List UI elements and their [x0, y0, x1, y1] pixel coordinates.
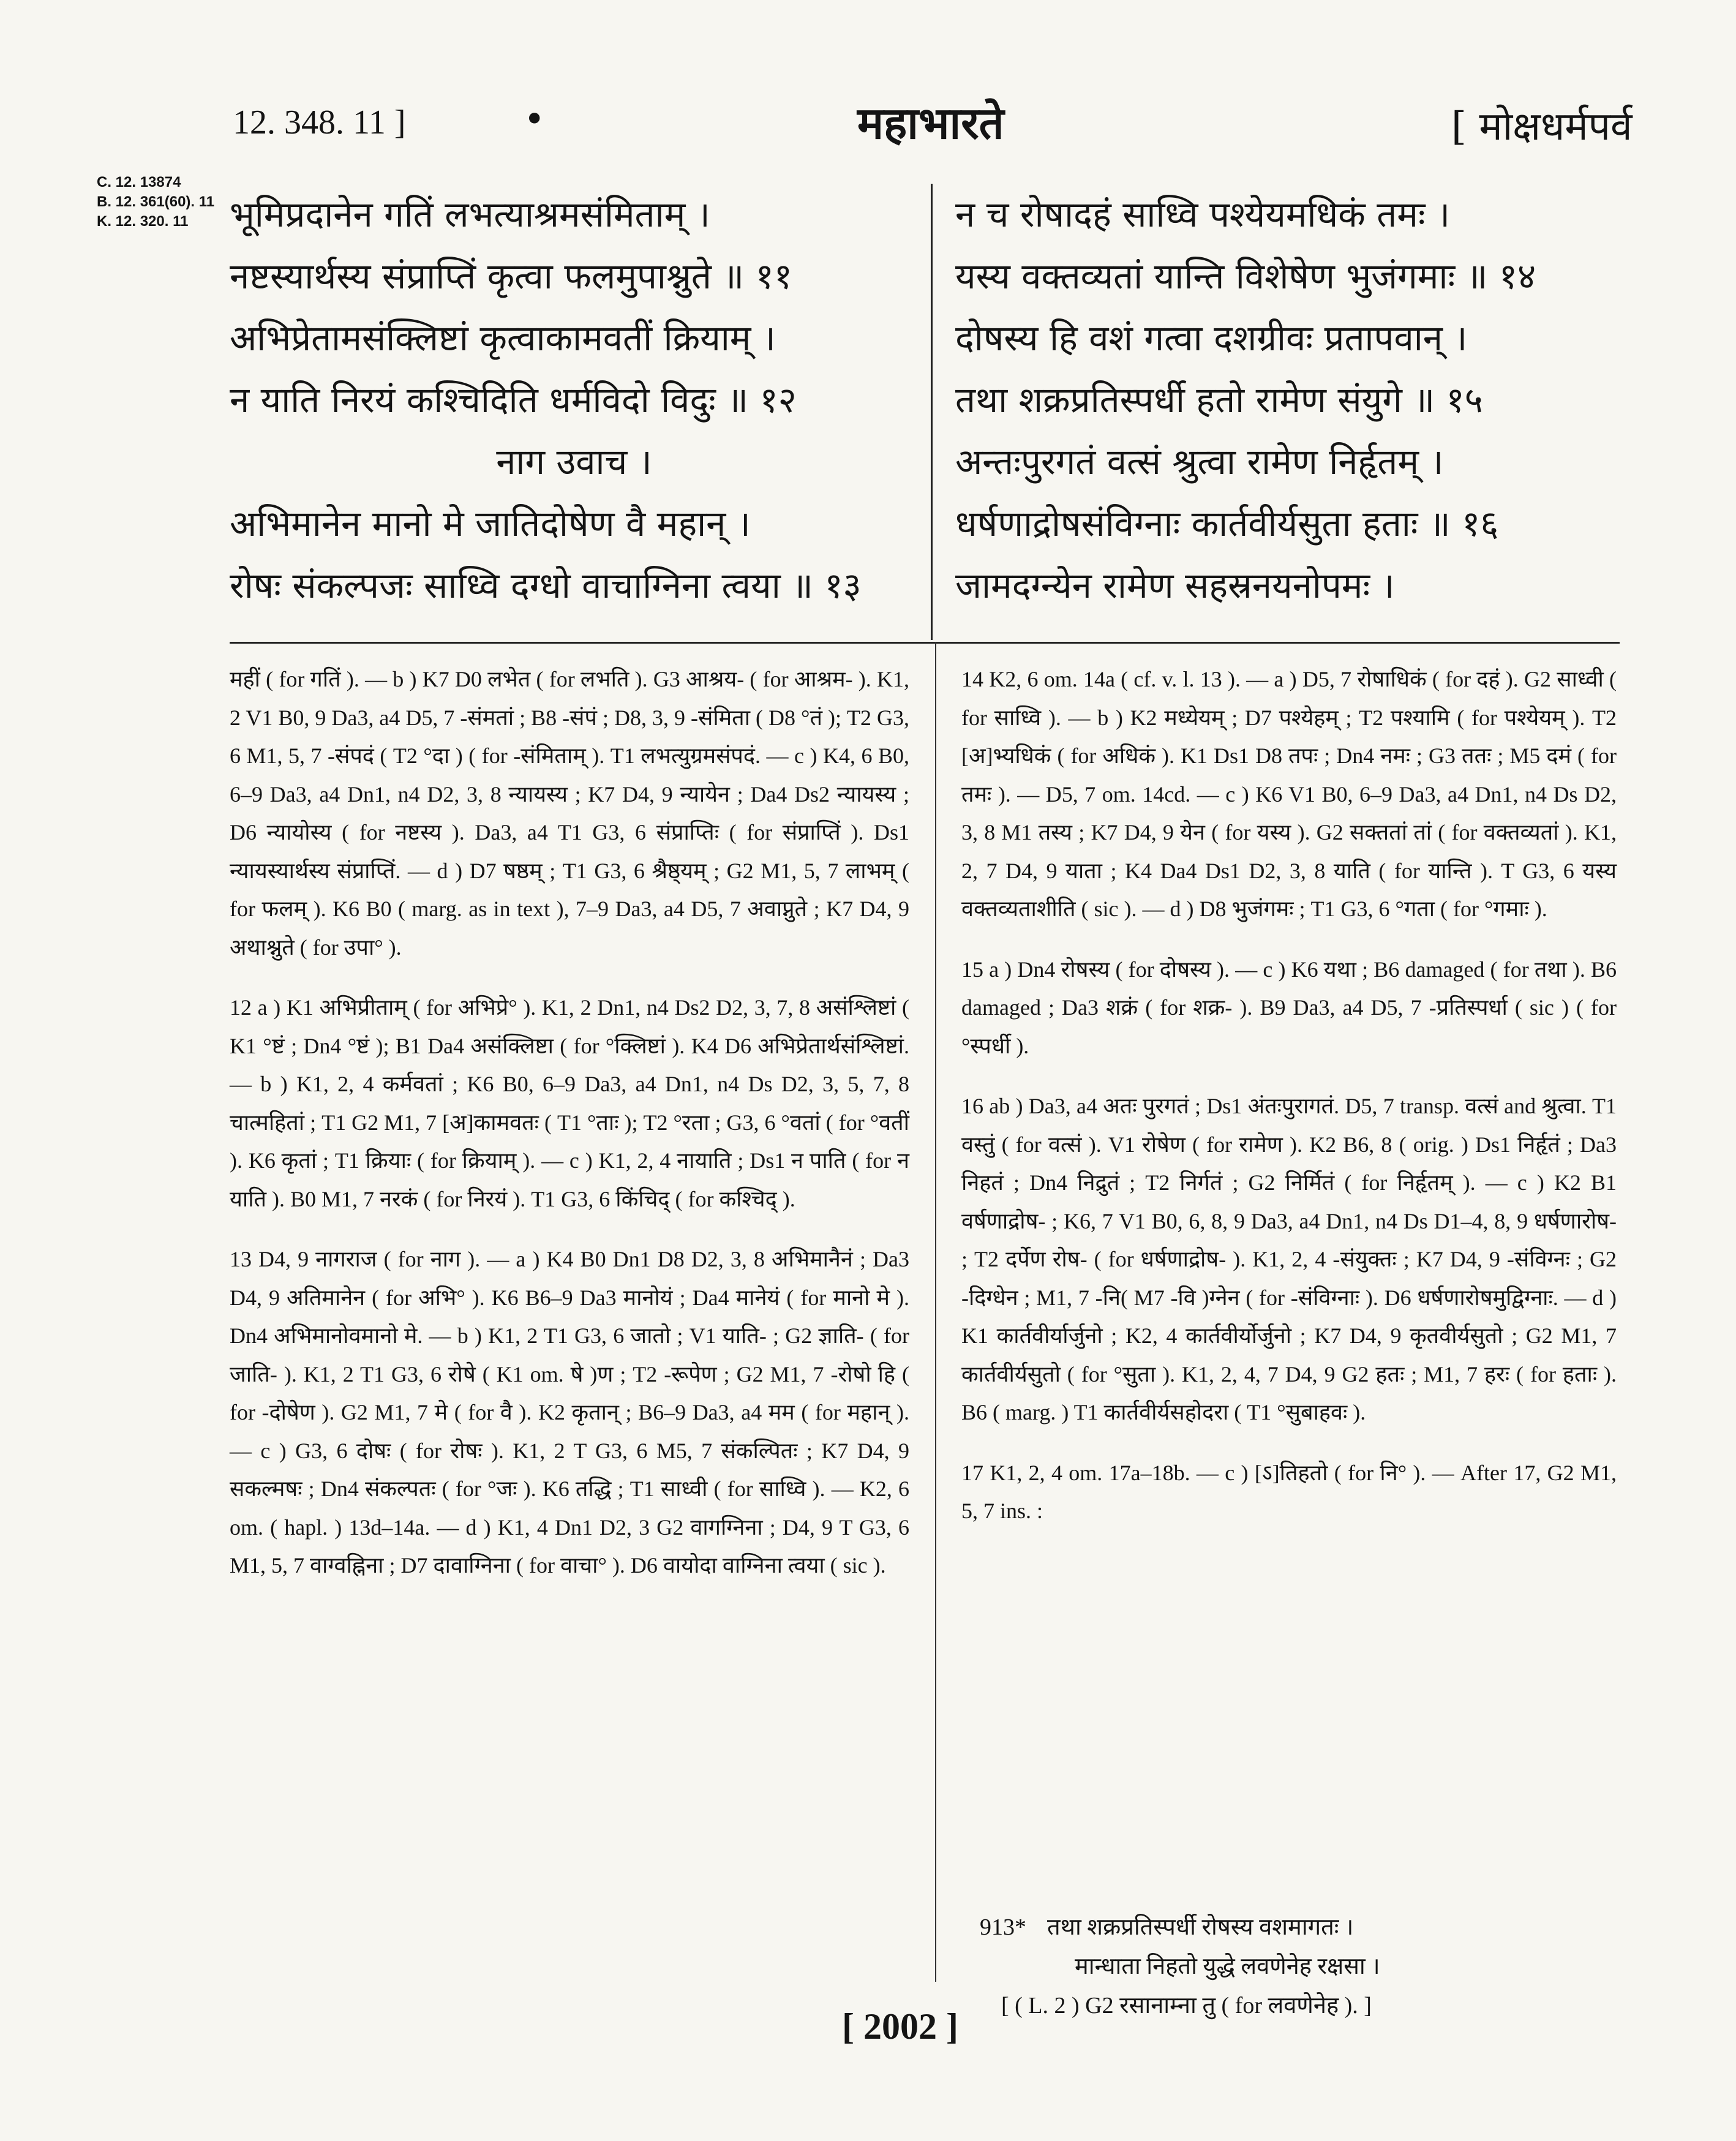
verse-line: तथा शक्रप्रतिस्पर्धी हतो रामेण संयुगे ॥ १५: [955, 379, 1483, 421]
verse-column-left: [230, 184, 919, 617]
header-dot: •: [524, 98, 546, 141]
star-passage-number: 913*: [980, 1914, 1026, 1940]
apparatus-column-divider: [935, 642, 936, 1982]
verse-line: न च रोषादहं साध्वि पश्येयमधिकं तमः ।: [955, 194, 1451, 235]
star-passage-line: मान्धाता निहतो युद्धे लवणेनेह रक्षसा ।: [1075, 1954, 1380, 1979]
apparatus-note: 14 K2, 6 om. 14a ( cf. v. l. 13 ). — a ) D5, 7 रोषाधिकं ( for दहं ). G2 साध्वी ( for साध्वि ). — b ) K2 मध्येयम् ; D7 पश्येहम् ; T2 पश्यामि ( for पश्येयम् ). T2 [अ]भ्यधिकं ( for अधिकं ). K1 Ds1 D8 तपः ; Dn4 नमः ; G3 ततः ; M5 दमं ( for तमः ). — D5, 7 om. 14cd. — c ) K6 V1 B0, 6–9 Da3, a4 Dn1, n4 Ds D2, 3, 8 M1 तस्य ; K7 D4, 9 येन ( for यस्य ). G2 सक्ततां तां ( for वक्तव्यतां ). K1, 2, 7 D4, 9 याता ; K4 Da4 Ds1 D2, 3, 8 याति ( for यान्ति ). T G3, 6 यस्य वक्तव्यताशीति ( sic ). — d ) D8 भुजंगमः ; T1 G3, 6 °गता ( for °गमाः ).: [961, 667, 1617, 921]
apparatus-note: 17 K1, 2, 4 om. 17a–18b. — c ) [ऽ]तिहतो ( for नि° ). — After 17, G2 M1, 5, 7 ins. :: [961, 1460, 1617, 1523]
verse-line: न याति निरयं कश्चिदिति धर्मविदो विदुः ॥ १२: [230, 379, 797, 421]
verse-line: जामदग्न्येन रामेण सहस्रनयनोपमः ।: [955, 565, 1395, 606]
star-passage-variant: [ ( L. 2 ) G2 रसानाम्ना तु ( for लवणेनेह ). ]: [1001, 1993, 1372, 2019]
verse-line: अभिप्रेतामसंक्लिष्टां कृत्वाकामवतीं क्रियाम् ।: [230, 317, 776, 359]
book-title: महाभारते: [857, 97, 1004, 149]
star-passage: [980, 1908, 1617, 2025]
apparatus-rule: [230, 642, 1620, 644]
apparatus-note: 16 ab ) Da3, a4 अतः पुरगतं ; Ds1 अंतःपुरागतं. D5, 7 transp. वत्सं and श्रुत्वा. T1 वस्तुं ( for वत्सं ). V1 रोषेण ( for रामेण ). K2 B6, 8 ( orig. ) Ds1 निर्हृतं ; Da3 निहतं ; Dn4 निद्रुतं ; T2 निर्गतं ; G2 निर्मितं ( for निर्हृतम् ). — c ) K2 B1 वर्षणाद्रोष- ; K6, 7 V1 B0, 6, 8, 9 Da3, a4 Dn1, n4 Ds D1–4, 8, 9 धर्षणारोष- ; T2 दर्पेण रोष- ( for धर्षणाद्रोष- ). K1, 2, 4 -संयुक्तः ; K7 D4, 9 -संविग्नः ; G2 -दिग्धेन ; M1, 7 -नि( M7 -वि )ग्नेन ( for -संविग्नाः ). D6 धर्षणारोषमुद्विग्नाः. — d ) K1 कार्तवीर्यार्जुनो ; K2, 4 कार्तवीर्योर्जुनो ; K7 D4, 9 कृतवीर्यसुतो ; G2 M1, 7 कार्तवीर्यसुतो ( for °सुता ). K1, 2, 4, 7 D4, 9 G2 हतः ; M1, 7 हरः ( for हताः ). B6 ( marg. ) T1 कार्तवीर्यसहोदरा ( T1 °सुबाहवः ).: [961, 1094, 1617, 1424]
verse-line: अभिमानेन मानो मे जातिदोषेण वै महान् ।: [230, 503, 751, 544]
concordance-ref: B. 12. 361(60). 11: [97, 194, 215, 210]
verse-line: नष्टस्यार्थस्य संप्राप्तिं कृत्वा फलमुपाश्नुते ॥ ११: [230, 255, 792, 297]
concordance-refs: [97, 173, 214, 231]
verse-line: दोषस्य हि वशं गत्वा दशग्रीवः प्रतापवान् ।: [955, 317, 1468, 359]
star-passage-line: [980, 1908, 1617, 1947]
apparatus-note: 15 a ) Dn4 रोषस्य ( for दोषस्य ). — c ) K6 यथा ; B6 damaged ( for तथा ). B6 damaged ; Da3 शक्रं ( for शक्र- ). B9 Da3, a4 D5, 7 -प्रतिस्पर्धा ( sic ) ( for °स्पर्धी ).: [961, 957, 1617, 1058]
verse-reference-header: 12. 348. 11 ]: [233, 103, 406, 141]
verse-column-right: [955, 184, 1617, 617]
speaker-heading: नाग उवाच ।: [496, 441, 652, 483]
verse-column-divider: [931, 184, 933, 640]
concordance-ref: C. 12. 13874: [97, 174, 181, 190]
apparatus-note: 12 a ) K1 अभिप्रीताम् ( for अभिप्रे° ). K1, 2 Dn1, n4 Ds2 D2, 3, 7, 8 असंश्लिष्टां ( K1 °ष्टं ; Dn4 °ष्टं ); B1 Da4 असंक्लिष्टा ( for °क्लिष्टां ). K4 D6 अभिप्रेतार्थसंश्लिष्टां. — b ) K1, 2, 4 कर्मवतां ; K6 B0, 6–9 Da3, a4 Dn1, n4 Ds D2, 3, 5, 7, 8 चात्महितां ; T1 G2 M1, 7 [अ]कामवतः ( T1 °ताः ); T2 °रता ; G3, 6 °वतां ( for °वतीं ). K6 कृतां ; T1 क्रियाः ( for क्रियाम् ). — c ) K1, 2, 4 नायाति ; Ds1 न पाति ( for न याति ). B0 M1, 7 नरकं ( for निरयं ). T1 G3, 6 किंचिद् ( for कश्चिद् ).: [230, 995, 909, 1211]
page-number: [ 2002 ]: [842, 2006, 958, 2047]
verse-line: यस्य वक्तव्यतां यान्ति विशेषेण भुजंगमाः ॥ १४: [955, 255, 1536, 297]
verse-line: भूमिप्रदानेन गतिं लभत्याश्रमसंमिताम् ।: [230, 194, 710, 235]
apparatus-column-left: [230, 660, 909, 1607]
apparatus-column-right: [961, 660, 1617, 1552]
parvan-title: [ मोक्षधर्मपर्व: [1451, 104, 1633, 149]
star-passage-text: तथा शक्रप्रतिस्पर्धी रोषस्य वशमागतः ।: [1047, 1914, 1354, 1940]
concordance-ref: K. 12. 320. 11: [97, 213, 189, 230]
verse-line: धर्षणाद्रोषसंविग्नाः कार्तवीर्यसुता हताः ॥ १६: [955, 503, 1499, 544]
apparatus-note: महीं ( for गतिं ). — b ) K7 D0 लभेत ( for लभति ). G3 आश्रय- ( for आश्रम- ). K1, 2 V1 B0, 9 Da3, a4 D5, 7 -संमतां ; B8 -संपं ; D8, 3, 9 -संमिता ( D8 °तं ); T2 G3, 6 M1, 5, 7 -संपदं ( T2 °दा ) ( for -संमिताम् ). T1 लभत्युग्रमसंपदं. — c ) K4, 6 B0, 6–9 Da3, a4 Dn1, n4 D2, 3, 8 न्यायस्य ; K7 D4, 9 न्यायेन ; Da4 Ds2 न्यायस्य ; D6 न्यायोस्य ( for नष्टस्य ). Da3, a4 T1 G3, 6 संप्राप्तिः ( for संप्राप्तिं ). Ds1 न्यायस्यार्थस्य संप्राप्तिं. — d ) D7 षष्ठम् ; T1 G3, 6 श्रैष्ठ्यम् ; G2 M1, 5, 7 लाभम् ( for फलम् ). K6 B0 ( marg. as in text ), 7–9 Da3, a4 D5, 7 अवाप्नुते ; K7 D4, 9 अथाश्नुते ( for उपा° ).: [230, 667, 909, 960]
verse-line: अन्तःपुरगतं वत्सं श्रुत्वा रामेण निर्हृतम् ।: [955, 441, 1444, 483]
apparatus-note: 13 D4, 9 नागराज ( for नाग ). — a ) K4 B0 Dn1 D8 D2, 3, 8 अभिमानैनं ; Da3 D4, 9 अतिमानेन ( for अभि° ). K6 B6–9 Da3 मानोयं ; Da4 मानेयं ( for मानो मे ). Dn4 अभिमानोवमानो मे. — b ) K1, 2 T1 G3, 6 जातो ; V1 याति- ; G2 ज्ञाति- ( for जाति- ). K1, 2 T1 G3, 6 रोषे ( K1 om. षे )ण ; T2 -रूपेण ; G2 M1, 7 -रोषो हि ( for -दोषेण ). G2 M1, 7 मे ( for वै ). K2 कृतान् ; B6–9 Da3, a4 मम ( for महान् ). — c ) G3, 6 दोषः ( for रोषः ). K1, 2 T G3, 6 M5, 7 संकल्पितः ; K7 D4, 9 सकल्मषः ; Dn4 संकल्पतः ( for °जः ). K6 तद्धि ; T1 साध्वी ( for साध्वि ). — K2, 6 om. ( hapl. ) 13d–14a. — d ) K1, 4 Dn1 D2, 3 G2 वागग्निना ; D4, 9 T G3, 6 M1, 5, 7 वाग्वह्निना ; D7 दावाग्निना ( for वाचा° ). D6 वायोदा वाग्निना त्वया ( sic ).: [230, 1247, 909, 1578]
verse-line: रोषः संकल्पजः साध्वि दग्धो वाचाग्निना त्वया ॥ १३: [230, 565, 862, 606]
